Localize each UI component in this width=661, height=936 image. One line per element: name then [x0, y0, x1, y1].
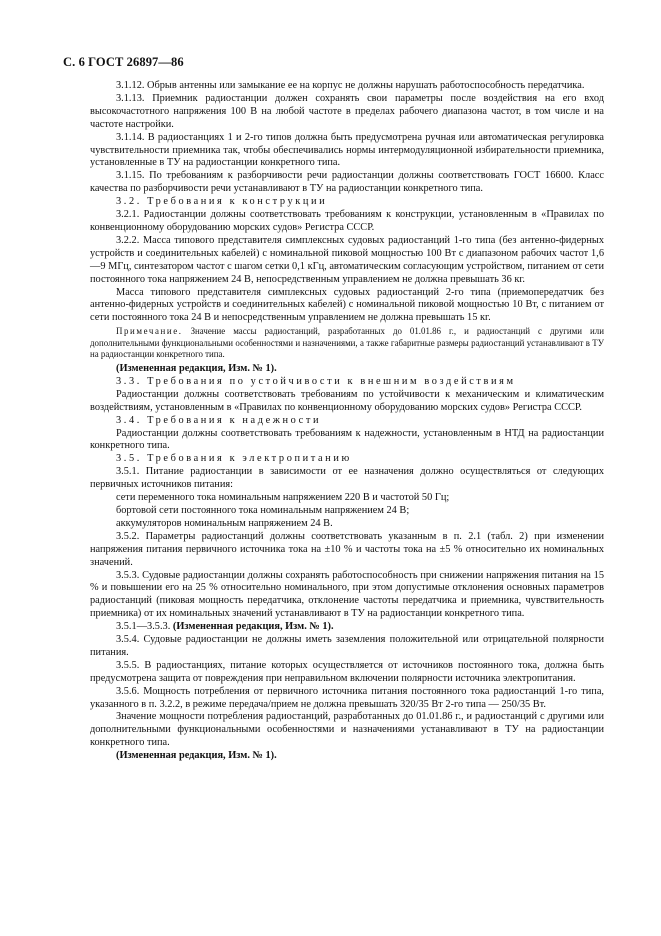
paragraph-3-3: Радиостанции должны соответствовать требованиям по устойчивости к механическим и климатическим воздействиям, установленным в «Правилах по конвенционному оборудованию морских судов» Регистра СССР.: [90, 388, 604, 413]
paragraph-3-1-15: 3.1.15. По требованиям к разборчивости речи радиостанции должны соответствовать ГОСТ 16600. Класс качества по разборчивости речи устанавливают в ТУ на радиостанции конкретного типа.: [90, 170, 604, 195]
paragraph-3-5-1: 3.5.1. Питание радиостанции в зависимости от ее назначения должно осуществляться от следующих первичных источников питания:: [90, 466, 604, 491]
revision-note-range: [90, 621, 604, 634]
section-heading-3-3: 3.3. Требования по устойчивости к внешним воздействиям: [116, 375, 516, 387]
revision-range: 3.5.1—3.5.3.: [116, 621, 171, 633]
list-item: сети переменного тока номинальным напряжением 220 В и частотой 50 Гц;: [116, 492, 450, 504]
document-body: [90, 80, 604, 763]
paragraph-3-1-12: 3.1.12. Обрыв антенны или замыкание ее на корпус не должны нарушать работоспособность передатчика.: [116, 80, 585, 91]
list-item: бортовой сети постоянного тока номинальным напряжением 24 В;: [116, 504, 410, 516]
paragraph-3-5-6: 3.5.6. Мощность потребления от первичного источника питания постоянного тока радиостанций 1-го типа, указанного в п. 3.2.2, в режиме передача/прием не должна превышать 320/35 Вт 2-го типа — 250/35 Вт.: [90, 685, 604, 710]
revision-note-1: (Измененная редакция, Изм. № 1).: [116, 363, 277, 374]
paragraph-3-4: Радиостанции должны соответствовать требованиям к надежности, установленным в НТД на радиостанции конкретного типа.: [90, 427, 604, 452]
paragraph-3-5-2: 3.5.2. Параметры радиостанций должны соответствовать указанным в п. 2.1 (табл. 2) при изменении напряжения питания первичного источника тока на ±10 % и частоты тока на ±5 % относительно их номинальных значений.: [90, 530, 604, 568]
section-heading-3-5: 3.5. Требования к электропитанию: [116, 453, 352, 465]
paragraph-power-note: Значение мощности потребления радиостанций, разработанных до 01.01.86 г., и радиостанций с другими или дополнительными функциональными особенностями и назначениями устанавливают в ТУ на радиостанции конкретного типа.: [90, 711, 604, 749]
revision-note-2: (Измененная редакция, Изм. № 1).: [116, 750, 277, 762]
paragraph-3-1-13: 3.1.13. Приемник радиостанции должен сохранять свои параметры после воздействия на его вход высокочастотного напряжения 100 В на любой частоте в пределах рабочего диапазона частот, в том числе и на частоте настройки.: [90, 92, 604, 130]
revision-label: (Измененная редакция, Изм. № 1).: [172, 621, 334, 633]
paragraph-3-5-5: 3.5.5. В радиостанциях, питание которых осуществляется от источников постоянного тока, должна быть предусмотрена защита от повреждения при неправильном включении полярности источника электропитания.: [90, 659, 604, 684]
paragraph-mass-type-2: Масса типового представителя симплексных судовых радиостанций 2-го типа (приемопередатчик без антенно-фидерных устройств и соединительных кабелей) с номинальной пиковой мощностью 10 Вт, с питанием от сети постоянного тока 24 В и непосредственным управлением не должна превышать 15 кг.: [90, 286, 604, 324]
paragraph-3-5-4: 3.5.4. Судовые радиостанции не должны иметь заземления положительной или отрицательной полярности питания.: [90, 634, 604, 658]
note-text: Значение массы радиостанций, разработанных до 01.01.86 г., и радиостанций с другими или дополнительными функциональными особенностями и назначениями, а также габаритные размеры радиостанций устанавливают в ТУ на радиостанции конкретного типа.: [90, 326, 604, 360]
power-sources-list: [90, 492, 604, 531]
note-label: Примечание.: [116, 326, 183, 337]
note: [90, 326, 604, 361]
list-item: аккумуляторов номинальным напряжением 24 В.: [116, 517, 333, 529]
section-heading-3-4: 3.4. Требования к надежности: [116, 414, 322, 426]
page-header: С. 6 ГОСТ 26897—86: [63, 55, 184, 69]
paragraph-3-5-3: 3.5.3. Судовые радиостанции должны сохранять работоспособность при снижении напряжения питания на 15 % и повышении его на 25 % относительно номинального, при этом допустимые отклонения основных параметров радиостанций (пиковая мощность передатчика, отклонение частоты передатчика и приемника, чувствительность приемника) от их номинальных значений устанавливают в ТУ на радиостанции конкретного типа.: [90, 569, 604, 620]
section-heading-3-2: 3.2. Требования к конструкции: [116, 196, 328, 208]
paragraph-3-2-1: 3.2.1. Радиостанции должны соответствовать требованиям к конструкции, установленным в «Правилах по конвенционному оборудованию морских судов» Регистра СССР.: [90, 209, 604, 233]
paragraph-3-2-2: 3.2.2. Масса типового представителя симплексных судовых радиостанций 1-го типа (без антенно-фидерных устройств и соединительных кабелей) с номинальной пиковой мощностью 100 Вт с диапазоном рабочих частот 1,6—9 МГц, синтезатором частот с шагом сетки 0,1 кГц, автоматическим согласующим устройством, питанием от сети постоянного тока напряжением 24 В, непосредственным управлением не должна превышать 36 кг.: [90, 234, 604, 285]
paragraph-3-1-14: 3.1.14. В радиостанциях 1 и 2-го типов должна быть предусмотрена ручная или автоматическая регулировка чувствительности приемника так, чтобы обеспечивались нормы интермодуляционной избирательности приемника, установленные в ТУ на радиостанции конкретного типа.: [90, 131, 604, 169]
